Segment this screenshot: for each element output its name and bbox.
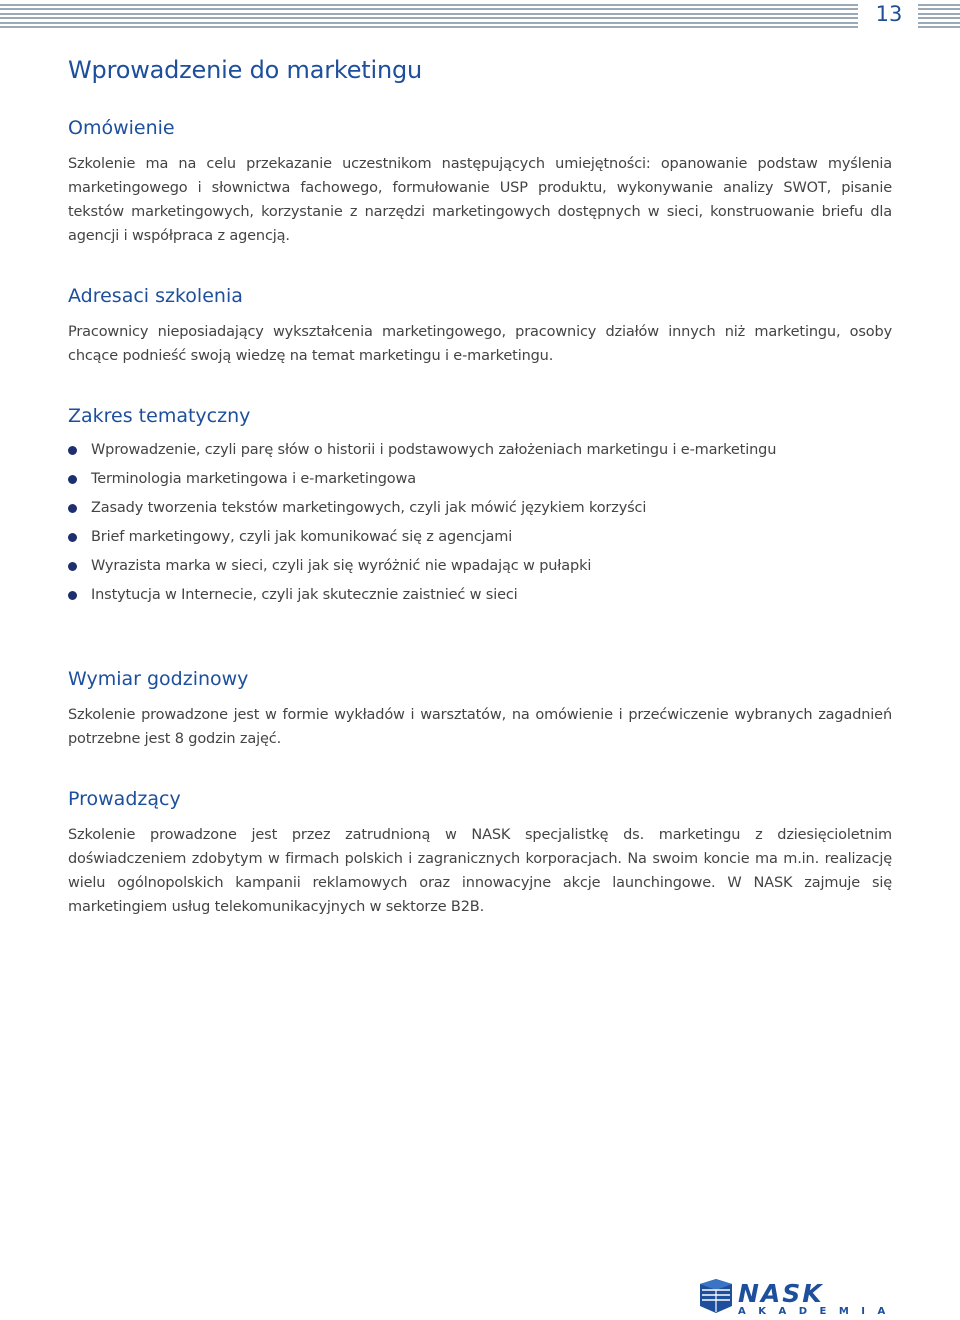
svg-text:AKADEMIA: AKADEMIA (738, 1306, 894, 1316)
nask-logo-graphic (698, 1278, 894, 1316)
section-heading-adresaci: Adresaci szkolenia (68, 285, 243, 307)
list-item (68, 465, 892, 494)
nask-wordmark (738, 1279, 894, 1316)
list-item (68, 552, 892, 581)
section-text-prowadzacy: Szkolenie prowadzone jest przez zatrudnioną w NASK specjalistkę ds. marketingu z dziesięcioletnim doświadczeniem zdobytym w firmach polskich i zagranicznych korporacjach. Na swoim koncie ma m.in. realizację wielu ogólnopolskich kampanii reklamowych oraz innowacyjne akcje launchingowe. W NASK zajmuje się marketingiem usług telekomunikacyjnych w sektorze B2B. (68, 827, 892, 915)
list-item-text: Zasady tworzenia tekstów marketingowych, czyli jak mówić językiem korzyści (91, 500, 647, 516)
cube-emblem-icon (700, 1279, 732, 1313)
page-content (68, 52, 892, 919)
section-text-adresaci: Pracownicy nieposiadający wykształcenia marketingowego, pracownicy działów innych niż marketingu, osoby chcące podnieść swoją wiedzę na temat marketingu i e-marketingu. (68, 324, 892, 364)
page-title: Wprowadzenie do marketingu (68, 56, 423, 84)
page-number: 13 (875, 2, 903, 26)
list-item-text: Terminologia marketingowa i e-marketingowa (91, 471, 416, 487)
list-item (68, 494, 892, 523)
bullet-icon (68, 591, 77, 600)
bullet-icon (68, 446, 77, 455)
list-item-text: Brief marketingowy, czyli jak komunikować się z agencjami (91, 529, 513, 545)
header-stripes-right (918, 4, 960, 26)
bullet-icon (68, 504, 77, 513)
nask-akademia-logo (698, 1278, 894, 1316)
list-item (68, 523, 892, 552)
section-heading-omowienie: Omówienie (68, 117, 175, 139)
section-heading-prowadzacy: Prowadzący (68, 788, 181, 810)
svg-text:NASK: NASK (738, 1279, 824, 1308)
list-item (68, 436, 892, 465)
section-text-wymiar: Szkolenie prowadzone jest w formie wykładów i warsztatów, na omówienie i przećwiczenie wybranych zagadnień potrzebne jest 8 godzin zajęć. (68, 707, 892, 747)
list-item (68, 581, 892, 610)
bullet-icon (68, 475, 77, 484)
section-heading-wymiar: Wymiar godzinowy (68, 668, 249, 690)
list-item-text: Instytucja w Internecie, czyli jak skutecznie zaistnieć w sieci (91, 587, 518, 603)
section-heading-zakres: Zakres tematyczny (68, 405, 251, 427)
section-text-omowienie: Szkolenie ma na celu przekazanie uczestnikom następujących umiejętności: opanowanie podstaw myślenia marketingowego i słownictwa fachowego, formułowanie USP produktu, wykonywanie analizy SWOT, pisanie tekstów marketingowych, korzystanie z narzędzi marketingowych dostępnych w sieci, konstruowanie briefu dla agencji i współpraca z agencją. (68, 156, 892, 244)
list-item-text: Wprowadzenie, czyli parę słów o historii i podstawowych założeniach marketingu i e-marketingu (91, 442, 777, 458)
list-item-text: Wyrazista marka w sieci, czyli jak się wyróżnić nie wpadając w pułapki (91, 558, 592, 574)
bullet-icon (68, 533, 77, 542)
header-stripes-left (0, 4, 858, 26)
topic-list (68, 436, 892, 610)
bullet-icon (68, 562, 77, 571)
